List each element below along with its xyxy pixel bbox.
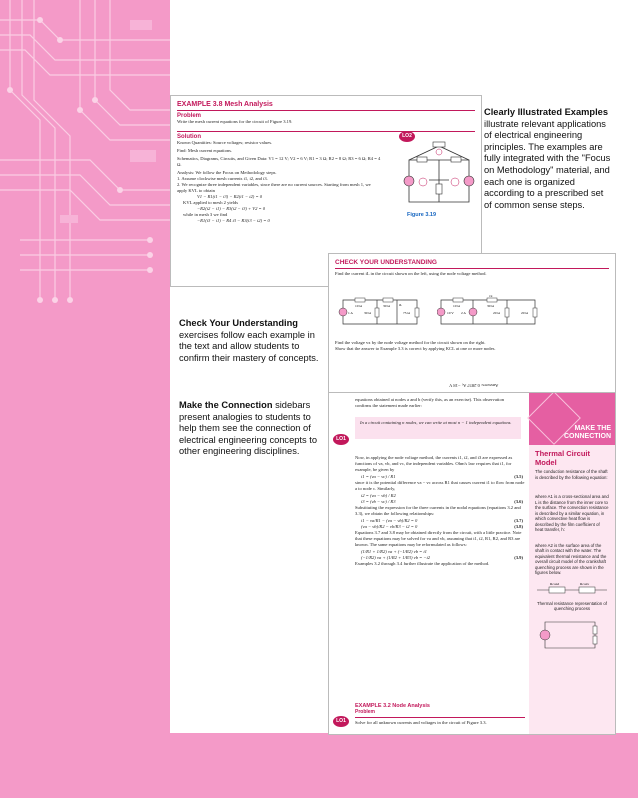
cyu-circuit-right — [437, 294, 541, 328]
figure-3-19-circuit — [403, 140, 475, 210]
check-your-understanding-panel — [328, 253, 616, 395]
equation-3-7: i1 − va/R1 − (va − vb)/R2 = 0 (3.7) — [361, 518, 523, 523]
label-r2: 30 Ω — [487, 304, 494, 308]
label-il: iL — [399, 303, 403, 307]
make-connection-callout — [179, 400, 324, 458]
callout-title: Check Your Understanding — [179, 318, 298, 328]
step-2: 2. We recognize three independent variables, since there are no current sources. Starting from mesh 1, we apply KVL to obtain — [177, 182, 371, 193]
example-3-2-text: Solve for all unknown currents and voltages in the circuit of Figure 3.3. — [355, 720, 487, 725]
label-r4: 75 Ω — [403, 311, 410, 315]
node-analysis-page — [328, 392, 616, 735]
cyu-question-2: Find the voltage vx by the node voltage method for the circuit shown on the right. — [335, 340, 486, 345]
cyu-heading: CHECK YOUR UNDERSTANDING — [335, 259, 437, 266]
cyu-question-3: Show that the answer to Example 3.3 is correct by applying KCL at one or more nodes. — [335, 346, 496, 351]
decorative-side-strip — [0, 0, 170, 798]
label-isource: 2 A — [461, 311, 466, 315]
bottom-decorative-band — [0, 733, 638, 798]
right-margin — [614, 0, 638, 733]
callout-title: Make the Connection — [179, 400, 273, 410]
label-rcond: Rcond — [550, 581, 560, 586]
lo1-badge: LO1 — [333, 427, 349, 445]
callout-body: sidebars present analogies to students to help them see the connection of electrical engineering concepts to other engineering disciplines. — [179, 400, 317, 457]
mtc-label: MAKE THE CONNECTION — [563, 425, 611, 440]
example-heading: EXAMPLE 3.8 Mesh Analysis — [177, 101, 273, 108]
cyu-circuit-left — [337, 296, 423, 328]
lo2-badge: LO2 — [399, 124, 415, 142]
paragraph-5: Examples 3.2 through 3.4 further illustrate the application of the method. — [355, 561, 490, 566]
equation-3-8: (va − vb)/R2 − vb/R3 − i2 = 0 (3.8) — [361, 524, 523, 529]
given-data: Schematics, Diagrams, Circuits, and Given Data: V1 = 12 V; V2 = 6 V; R1 = 3 Ω; R2 = 8 Ω; R3 = 6 Ω; R4 = 4 Ω. — [177, 156, 381, 167]
example-3-2-block — [355, 703, 525, 726]
circuit-pattern-graphic — [0, 0, 170, 798]
cyu-answers: Answers: 0.2857 A; −18 V — [449, 383, 499, 388]
solution-label: Solution — [177, 134, 201, 140]
paragraph-2: since it is the potential difference va − vc across R1 that causes current i1 to flow from node a to node c. Similarly, — [355, 480, 525, 491]
equation-3-9b: (−1/R2) va + (1/R2 + 1/R3) vb = −i2 (3.9) — [361, 555, 523, 560]
label-r1: 10 Ω — [453, 304, 460, 308]
sidebar-text-3: where A2 is the surface area of the shaft in contact with the water. The equivalent thermal resistance and the overall circuit model of the crankshaft quenching process are shown in the figures below. — [535, 542, 607, 575]
equation-3-5: i1 = (va − vc) / R1 (3.5) — [361, 474, 523, 479]
check-understanding-callout — [179, 318, 327, 364]
example-3-2-problem-label: Problem — [355, 709, 376, 715]
sidebar-text-1: The conduction resistance of the shaft is described by the following equation: — [535, 469, 608, 480]
label-rconv: Rconv — [580, 581, 590, 586]
thermal-circuit-diagram — [535, 618, 609, 652]
make-connection-sidebar — [529, 393, 615, 734]
step-1: 1. Assume clockwise mesh currents i1, i2, and i3. — [177, 176, 268, 181]
node-intro: equations obtained at nodes a and b (verify this, as an exercise). This observation confirms the statement made earlier: — [355, 397, 505, 408]
find-text: Find: Mesh current equations. — [177, 148, 233, 153]
label-r4: 20 Ω — [521, 311, 528, 315]
figure-caption: Figure 3.19 — [407, 212, 437, 218]
illustrated-examples-callout — [484, 107, 612, 211]
callout-title: Clearly Illustrated Examples — [484, 107, 609, 117]
problem-label: Problem — [177, 113, 202, 119]
equation-3-9a: (1/R1 + 1/R2) va + (−1/R2) vb = i1 — [361, 549, 427, 554]
sidebar-title: Thermal Circuit Model — [535, 449, 591, 467]
example-3-2-heading: EXAMPLE 3.2 Node Analysis — [355, 703, 430, 709]
label-source: 1 A — [348, 311, 353, 315]
sidebar-caption: Thermal resistance representation of quenching process — [537, 600, 607, 611]
node-body — [355, 455, 527, 567]
analysis-text: Analysis: We follow the Focus on Methodology steps. — [177, 170, 277, 175]
cyu-question-1: Find the current iL in the circuit shown on the left, using the node voltage method. — [335, 271, 487, 276]
sidebar-text-2: where A1 is a cross-sectional area and L is the distance from the inner core to the surface. The convection resistance is described by a similar equation, in which convective heat flow is described by the film coefficient of heat transfer, h: — [535, 494, 609, 532]
label-vsource: 10 V — [447, 311, 454, 315]
label-r3: 20 Ω — [493, 311, 500, 315]
mtc-banner — [529, 393, 615, 445]
mesh-2-equation: −R2(i2 − i1) − R3(i2 − i3) + V2 = 0 — [197, 206, 266, 211]
kvl-mesh-2-text: KVL applied to mesh 2 yields — [183, 200, 239, 205]
known-quantities: Known Quantities: Source voltages; resistor values. — [177, 140, 273, 145]
label-r1: 10 Ω — [355, 304, 362, 308]
callout-body: illustrate relevant applications of electrical engineering principles. The examples are fully integrated with the "Focus on Methodology" material, and each one is organized according to a prescribed set of common sense steps. — [484, 118, 611, 210]
equation-3-6a: i2 = (va − vb) / R2 — [361, 493, 396, 498]
paragraph-4: Equations 3.7 and 3.8 may be obtained directly from the circuit, with a little practice. Note that these equations may be solved for va and vb, assuming that i1, i2, R1, R2, and R3 are known. The same equations may be reformulated as follows: — [355, 530, 522, 547]
callout-body: exercises follow each example in the text and allow students to confirm their mastery of concepts. — [179, 329, 319, 363]
label-vx: vx — [489, 294, 493, 298]
label-r2: 30 Ω — [383, 304, 390, 308]
paragraph-1: Now, in applying the node voltage method, the currents i1, i2, and i3 are expressed as functions of va, vb, and vc, the independent variables. Ohm's law requires that i1, for example, be given by — [355, 455, 513, 472]
paragraph-3: Substituting the expression for the three currents in the nodal equations (equations 3.2 and 3.3), we obtain the following relationships: — [355, 505, 521, 516]
mesh-1-equation: V1 − R1(i1 − i3) − R2(i1 − i2) = 0 — [197, 194, 263, 199]
lo1-badge-2: LO1 — [333, 709, 349, 727]
boxed-statement — [355, 417, 521, 439]
problem-text: Write the mesh current equations for the circuit of Figure 3.19. — [177, 119, 293, 124]
equation-3-6b: i3 = (vb − vc) / R3 (3.6) — [361, 499, 523, 504]
mesh-3-equation: −R1(i3 − i1) − R4 i3 − R3(i3 − i2) = 0 — [197, 218, 270, 223]
mesh-3-text: while in mesh 3 we find — [183, 212, 228, 217]
boxed-text: In a circuit containing n nodes, we can write at most n − 1 independent equations. — [360, 420, 512, 425]
thermal-resistance-diagram — [535, 580, 609, 596]
label-r3: 30 Ω — [364, 311, 371, 315]
